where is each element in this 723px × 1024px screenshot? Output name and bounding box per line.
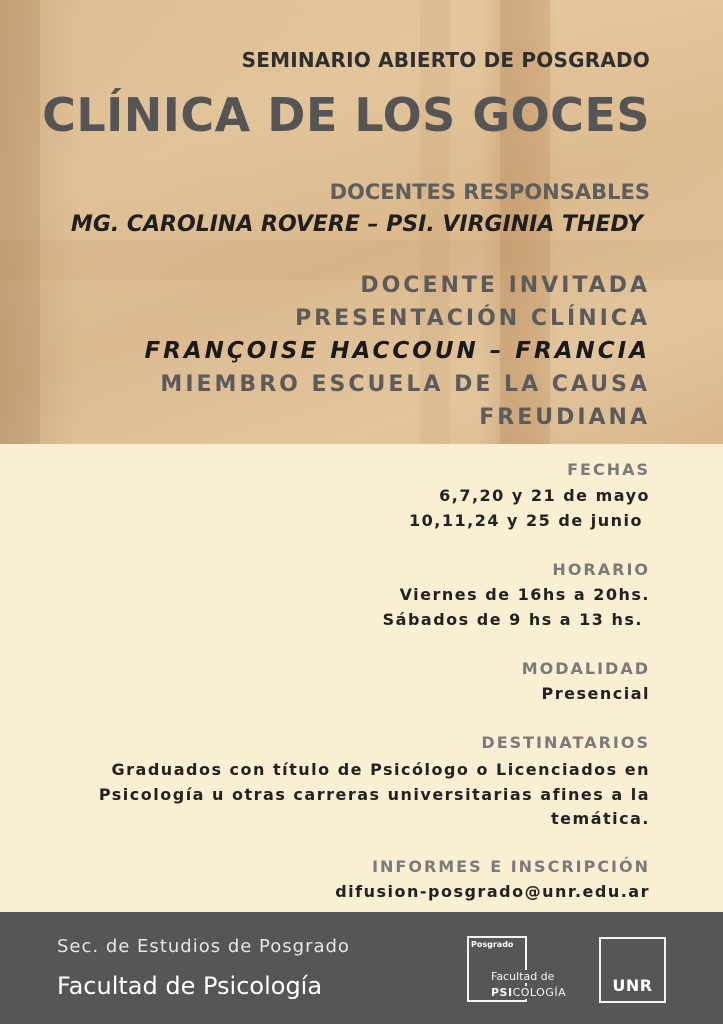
footer-facultad: Facultad de Psicología [57,972,323,1000]
logo-psi-bold: PSI [491,986,513,999]
unr-logo-text: UNR [612,976,653,995]
paint-streak [0,0,40,444]
unr-logo [599,937,666,1003]
logo-posgrado-text: Posgrado [471,940,514,949]
horario-label: HORARIO [552,560,650,579]
seminar-eyebrow: SEMINARIO ABIERTO DE POSGRADO [241,48,650,72]
invitada-label: DOCENTE INVITADA [360,273,650,298]
informes-label: INFORMES E INSCRIPCIÓN [372,857,650,876]
docentes-names: MG. CAROLINA ROVERE – PSI. VIRGINIA THEDY [70,212,643,237]
destinatarios-line: Graduados con título de Psicólogo o Licenciados en [111,760,650,779]
footer [0,912,723,1024]
footer-secretaria: Sec. de Estudios de Posgrado [57,936,350,957]
fechas-line-1: 6,7,20 y 21 de mayo [439,486,650,505]
fechas-label: FECHAS [567,460,650,479]
horario-line-1: Viernes de 16hs a 20hs. [399,585,650,604]
logo-psicologia-text [489,986,568,999]
logo-psi-rest: COLOGÍA [512,986,567,999]
horario-line-2: Sábados de 9 hs a 13 hs. [382,610,643,629]
docentes-label: DOCENTES RESPONSABLES [329,180,650,204]
destinatarios-text [50,758,650,832]
invitada-affiliation-line1: MIEMBRO ESCUELA DE LA CAUSA [160,372,650,397]
modalidad-label: MODALIDAD [521,659,650,678]
page-title: CLÍNICA DE LOS GOCES [42,88,650,142]
destinatarios-line: temática. [551,809,650,828]
facultad-psicologia-logo [467,936,583,1002]
fechas-line-2: 10,11,24 y 25 de junio [409,511,643,530]
invitada-name: FRANÇOISE HACCOUN – FRANCIA [144,338,650,364]
destinatarios-line: Psicología u otras carreras universitarias afines a la [98,784,650,804]
modalidad-value: Presencial [541,684,650,703]
presentacion-label: PRESENTACIÓN CLÍNICA [295,306,650,331]
hero-painted-background [0,0,723,444]
logo-facultad-text: Facultad de [491,970,555,983]
destinatarios-label: DESTINATARIOS [481,733,650,752]
invitada-affiliation-line2: FREUDIANA [479,405,650,430]
contact-email: difusion-posgrado@unr.edu.ar [335,882,650,901]
